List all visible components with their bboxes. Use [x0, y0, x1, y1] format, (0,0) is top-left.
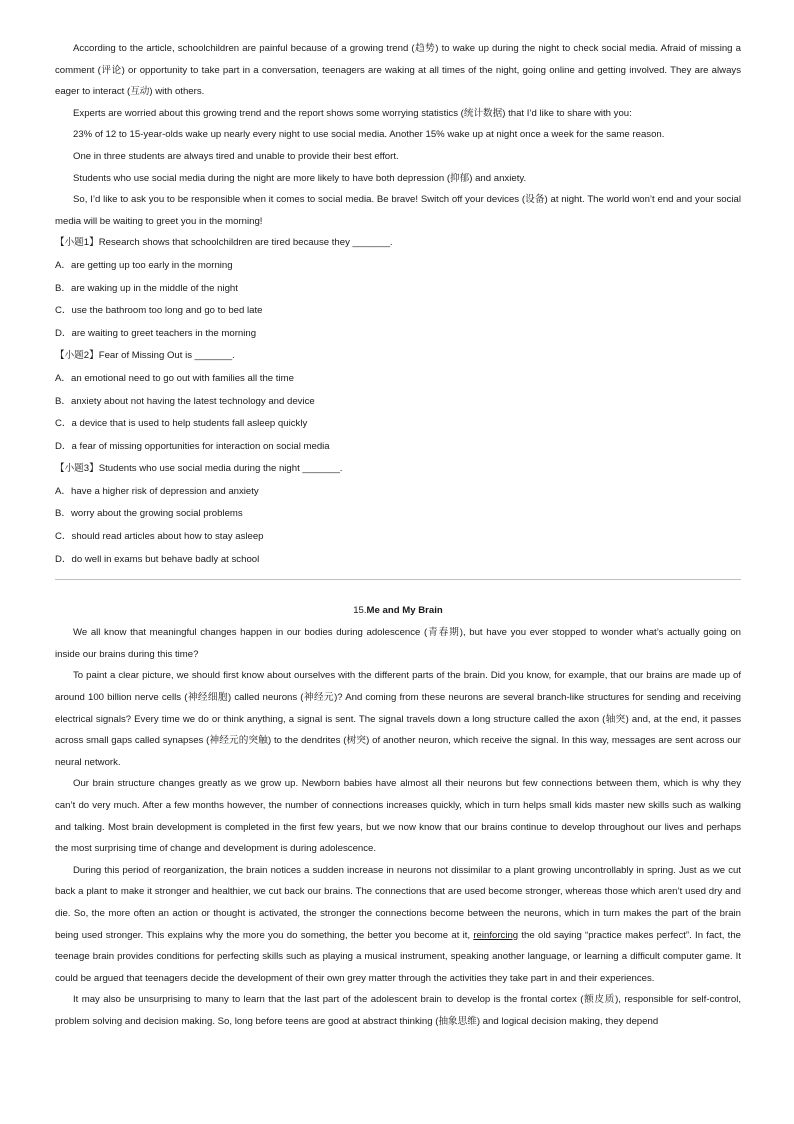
document-page	[55, 38, 741, 1033]
question-2	[55, 345, 741, 458]
paragraph: Experts are worried about this growing trend and the report shows some worrying statistics (统计数据) that I’d like to share with you:	[73, 107, 632, 119]
paragraph: To paint a clear picture, we should first know about ourselves with the different parts of the brain. Did you know, for example, that our brains are made up of around 100 billion nerve cells (神经细胞) called neurons (神经元)? And coming from these neurons are several branch-like structures for sending and receiving electrical signals? Every time we do or think anything, a signal is sent. The signal travels down a long structure called the axon (轴突) and, at the end, it passes across small gaps called synapses (神经元的突触) to the dendrites (树突) of another neuron, which receive the signal. In this way, messages are sent across our neural network.	[55, 670, 741, 768]
answer-option-a: A．have a higher risk of depression and anxiety	[55, 485, 259, 497]
answer-option-a: A．an emotional need to go out with families all the time	[55, 372, 294, 384]
answer-option-a: A．are getting up too early in the morning	[55, 259, 233, 271]
paragraph: Our brain structure changes greatly as we grow up. Newborn babies have almost all their neurons but few connections between them, which is why they can’t do very much. After a few months however, the number of connections increases quickly, which in turn helps small kids master new skills such as walking and talking. Most brain development is completed in the first few years, but we now know that our brains continue to develop throughout our lives and perhaps the most surprising time of change and development is during adolescence.	[55, 778, 741, 855]
paragraph: According to the article, schoolchildren are painful because of a growing trend (趋势) to wake up during the night to check social media. Afraid of missing a comment (评论) or opportunity to take part in a conversation, teenagers are waking at all times of the night, going online and getting involved. They are always eager to interact (互动) with others.	[55, 43, 741, 98]
answer-option-b: B．are waking up in the middle of the night	[55, 282, 238, 294]
paragraph: So, I’d like to ask you to be responsible when it comes to social media. Be brave! Switch off your devices (设备) at night. The world won’t end and your social media will be waiting to greet you in the morning!	[55, 194, 741, 227]
answer-option-d: D．do well in exams but behave badly at school	[55, 553, 260, 565]
paragraph-text: the old saying “practice makes perfect”. In fact, the teenage brain provides conditions for perfecting skills such as playing a musical instrument, speaking another language, or learning a difficult computer game. It could be argued that teenagers decide the development of their own grey matter through the activities they take part in and their experiences.	[55, 929, 742, 984]
answer-option-c: C．should read articles about how to stay asleep	[55, 531, 264, 543]
answer-option-c: C．a device that is used to help students fall asleep quickly	[55, 418, 308, 430]
answer-option-d: D．are waiting to greet teachers in the morning	[55, 327, 257, 339]
answer-option-b: B．anxiety about not having the latest technology and device	[55, 395, 315, 407]
paragraph: One in three students are always tired and unable to provide their best effort.	[73, 150, 399, 162]
passage-title	[55, 600, 741, 622]
paragraph: We all know that meaningful changes happen in our bodies during adolescence (青春期), but have you ever stopped to wonder what’s actually going on inside our brains during this time?	[55, 627, 741, 660]
paragraph-text: During this period of reorganization, the brain notices a sudden increase in neurons not dissimilar to a plant growing uncontrollably in spring. Just as we cut back a plant to make it stronger and healthier, we cut back our brains. The connections that are used become stronger, whereas those which aren’t used dry and die. So, the more often an action or thought is activated, the stronger the connections become between the neurons, which in turn makes the part of the brain being used stronger. This explains why the more you do something, the better you become at it,	[55, 864, 741, 941]
question-3	[55, 458, 741, 571]
question-stem: 【小题1】Research shows that schoolchildren are tired because they _______.	[55, 237, 393, 249]
paragraph: Students who use social media during the night are more likely to have both depression (抑郁) and anxiety.	[73, 172, 527, 184]
question-stem: 【小题2】Fear of Missing Out is _______.	[55, 350, 235, 362]
question-1	[55, 232, 741, 345]
passage-15	[55, 600, 741, 1032]
answer-option-d: D．a fear of missing opportunities for interaction on social media	[55, 440, 330, 452]
paragraph: It may also be unsurprising to many to learn that the last part of the adolescent brain to develop is the frontal cortex (额皮质), responsible for self-control, problem solving and decision making. So, long before teens are good at abstract thinking (抽象思维) and logical decision making, they depend	[55, 994, 741, 1027]
paragraph	[55, 860, 741, 990]
section-divider	[55, 579, 741, 580]
passage-14	[55, 38, 741, 571]
underlined-word: reinforcing	[473, 929, 519, 941]
answer-option-b: B．worry about the growing social problems	[55, 508, 243, 520]
paragraph: 23% of 12 to 15-year-olds wake up nearly every night to use social media. Another 15% wake up at night once a week for the same reason.	[73, 129, 665, 141]
answer-option-c: C．use the bathroom too long and go to bed late	[55, 305, 263, 317]
passage-number: 15.	[353, 605, 367, 617]
passage-title-text: Me and My Brain	[366, 605, 443, 617]
question-stem: 【小题3】Students who use social media during the night _______.	[55, 463, 343, 475]
